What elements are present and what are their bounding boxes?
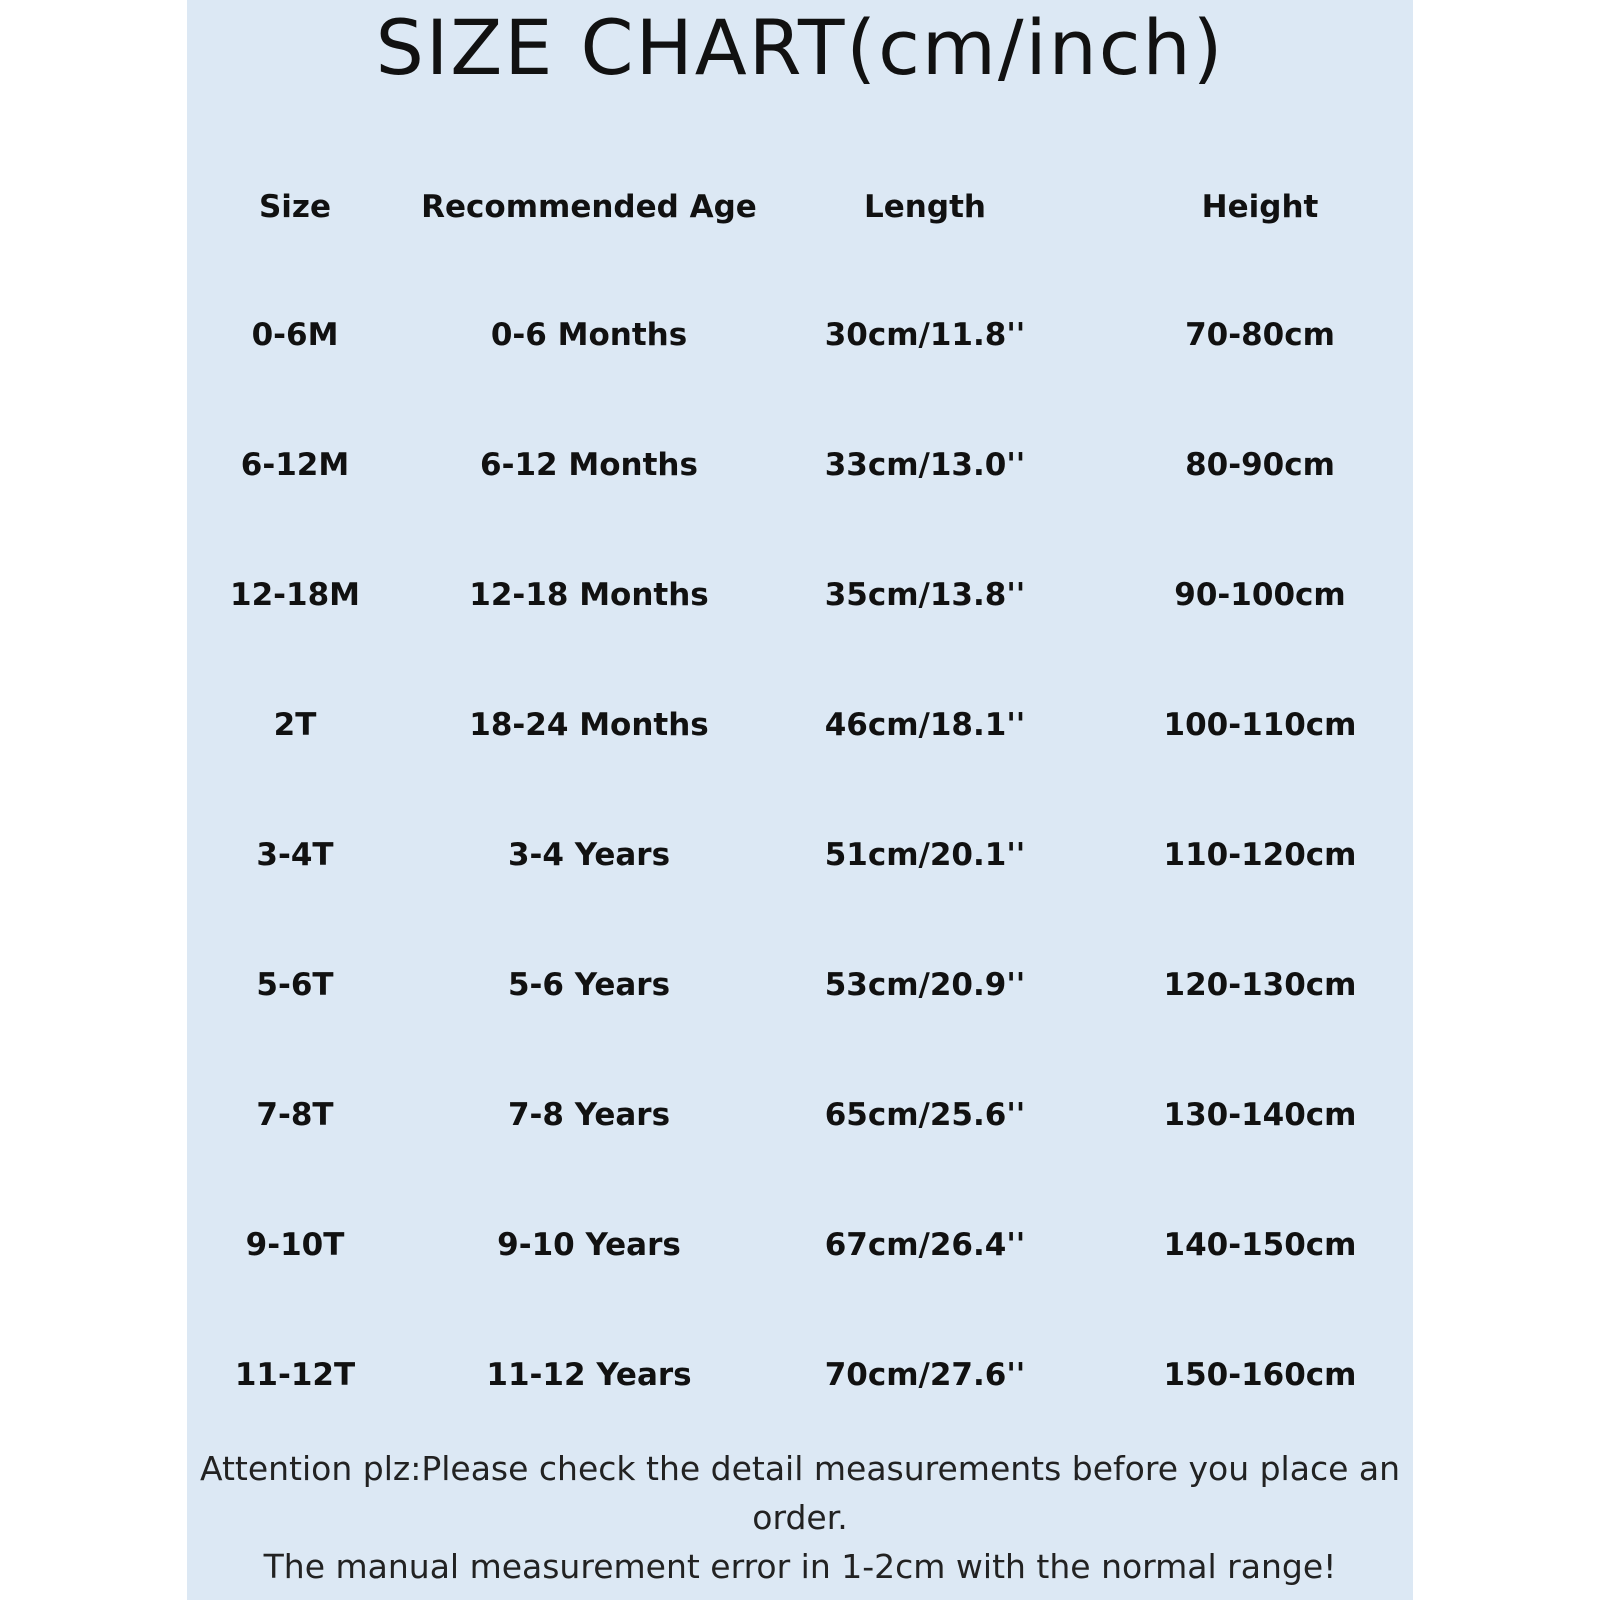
cell-recommended-age: 0-6 Months [490, 317, 688, 353]
cell-length: 33cm/13.0'' [824, 447, 1026, 483]
header-length: Length [864, 189, 986, 225]
cell-size: 2T [273, 707, 317, 743]
header-size: Size [258, 189, 332, 225]
cell-height: 110-120cm [1163, 837, 1357, 873]
chart-title: SIZE CHART(cm/inch) [375, 3, 1225, 92]
cell-recommended-age: 18-24 Months [469, 707, 709, 743]
cell-height: 150-160cm [1163, 1357, 1357, 1393]
cell-recommended-age: 7-8 Years [507, 1097, 671, 1133]
cell-recommended-age: 11-12 Years [486, 1357, 692, 1393]
cell-length: 65cm/25.6'' [824, 1097, 1026, 1133]
cell-recommended-age: 3-4 Years [507, 837, 671, 873]
cell-height: 130-140cm [1163, 1097, 1357, 1133]
note-line-3: The manual measurement error in 1-2cm with the normal range! [263, 1547, 1337, 1586]
cell-height: 90-100cm [1174, 577, 1346, 613]
header-height: Height [1201, 189, 1319, 225]
cell-length: 53cm/20.9'' [824, 967, 1026, 1003]
cell-height: 70-80cm [1185, 317, 1335, 353]
header-recommended-age: Recommended Age [421, 189, 757, 225]
cell-height: 100-110cm [1163, 707, 1357, 743]
cell-recommended-age: 6-12 Months [480, 447, 698, 483]
cell-size: 7-8T [256, 1097, 334, 1133]
cell-length: 46cm/18.1'' [824, 707, 1026, 743]
cell-height: 80-90cm [1185, 447, 1335, 483]
cell-length: 35cm/13.8'' [824, 577, 1026, 613]
attention-note [187, 1444, 1413, 1591]
cell-size: 12-18M [230, 577, 360, 613]
note-line-2: order. [752, 1498, 848, 1537]
note-line-1: Attention plz:Please check the detail measurements before you place an [199, 1449, 1401, 1488]
cell-recommended-age: 5-6 Years [507, 967, 671, 1003]
cell-length: 67cm/26.4'' [824, 1227, 1026, 1263]
cell-size: 11-12T [234, 1357, 356, 1393]
cell-length: 70cm/27.6'' [824, 1357, 1026, 1393]
cell-size: 0-6M [251, 317, 339, 353]
cell-size: 9-10T [245, 1227, 345, 1263]
cell-height: 140-150cm [1163, 1227, 1357, 1263]
cell-height: 120-130cm [1163, 967, 1357, 1003]
cell-recommended-age: 12-18 Months [469, 577, 709, 613]
cell-size: 3-4T [256, 837, 334, 873]
cell-size: 5-6T [256, 967, 334, 1003]
size-chart-panel [187, 0, 1413, 1600]
cell-recommended-age: 9-10 Years [497, 1227, 681, 1263]
cell-length: 51cm/20.1'' [824, 837, 1026, 873]
cell-length: 30cm/11.8'' [824, 317, 1026, 353]
cell-size: 6-12M [240, 447, 350, 483]
